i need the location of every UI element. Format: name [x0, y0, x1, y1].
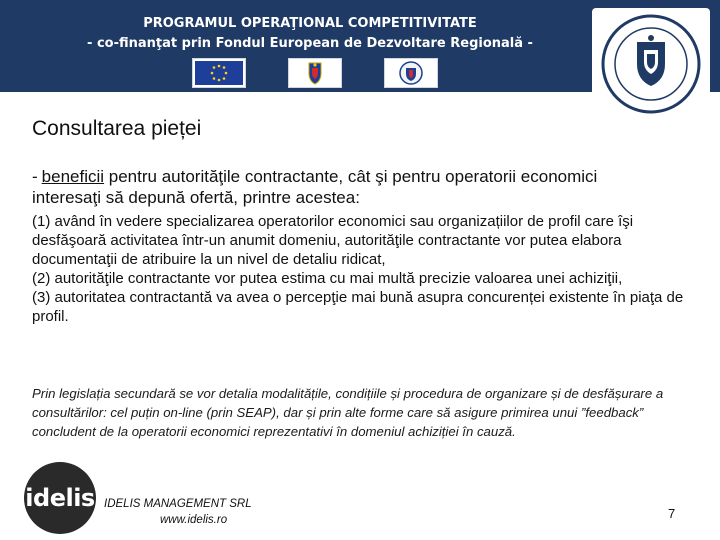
point-3: (3) autoritatea contractantă va avea o percepţie mai bună asupra concurenței existente în piaţa de profil. — [32, 289, 684, 325]
benefit-points — [32, 212, 692, 326]
slide-title: Consultarea pieței — [32, 117, 202, 140]
program-title-line2: - co-finanţat prin Fondul European de Dezvoltare Regională - — [87, 36, 533, 51]
lead-underlined-word: beneficii — [41, 167, 105, 186]
ministry-seal-icon — [384, 58, 438, 88]
idelis-logo-text: idelis — [25, 484, 95, 512]
ministry-logo-seal — [592, 8, 710, 120]
lead-rest: pentru autorităţile contractante, cât şi pentru operatorii economici interesaţi să depună ofertă, printre acestea: — [32, 167, 598, 207]
company-info — [104, 496, 252, 528]
program-title — [40, 14, 580, 54]
eu-flag-icon — [192, 58, 246, 88]
point-1: (1) având în vedere specializarea operatorilor economici sau organizațiilor de profil care îşi desfăşoară activitatea într-un anumit domeniu, autorităţile contractante vor putea elabora documentaţii de atribuire la un nivel de detaliu ridicat, — [32, 213, 634, 268]
romania-coat-of-arms-icon — [288, 58, 342, 88]
point-2: (2) autorităţile contractante vor putea estima cu mai multă precizie valoarea unei achiziţii, — [32, 270, 623, 287]
company-website: www.idelis.ro — [160, 514, 228, 526]
legislation-note: Prin legislația secundară se vor detalia modalitățile, condițiile și procedura de organizare și de desfășurare a consultărilor: cel puțin on-line (prin SEAP), dar și prin alte forme care să asigure primirea unui ”feedback” concludent de la operatorii economici reprezentativi în domeniul achiziției în cauză. — [32, 386, 664, 439]
page-number: 7 — [668, 506, 676, 521]
company-name: IDELIS MANAGEMENT SRL — [104, 498, 252, 510]
lead-dash: - — [32, 167, 38, 186]
lead-paragraph — [32, 166, 662, 208]
idelis-logo — [24, 462, 96, 534]
program-title-line1: PROGRAMUL OPERAŢIONAL COMPETITIVITATE — [143, 16, 477, 31]
